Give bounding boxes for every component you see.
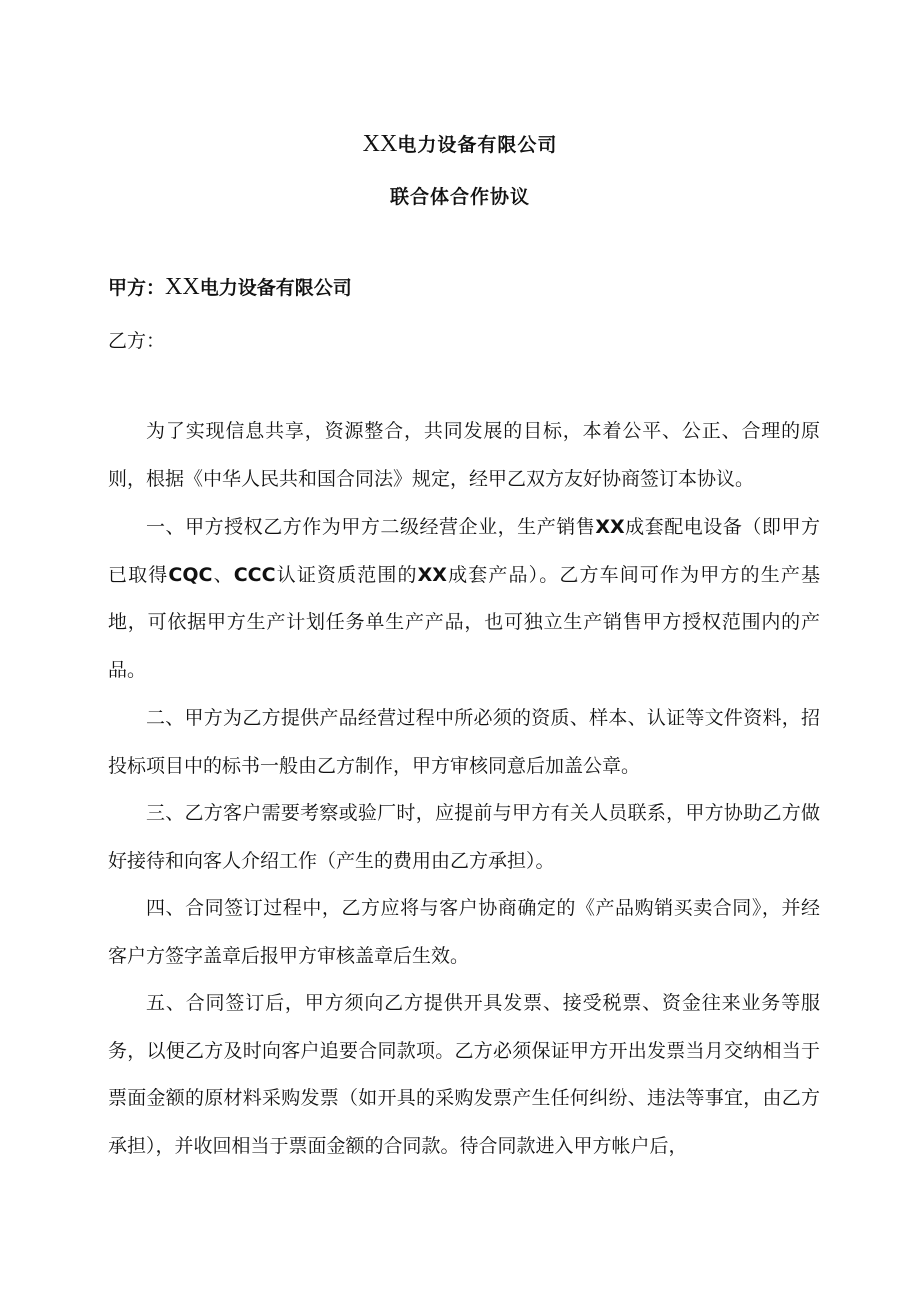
clause-4-paragraph: 四、合同签订过程中，乙方应将与客户协商确定的《产品购销买卖合同》，并经客户方签字盖章后报甲方审核盖章后生效。: [108, 897, 820, 967]
party-a-name: 电力设备有限公司: [199, 277, 352, 299]
document-title: [0, 130, 920, 158]
party-a-line: [108, 273, 352, 301]
party-b-line: [108, 326, 165, 353]
party-a-prefix: XX: [165, 274, 200, 300]
clause-1-bold-2: CQC: [168, 563, 213, 586]
clause-5-paragraph: 五、合同签订后，甲方须向乙方提供开具发票、接受税票、资金往来业务等服务，以便乙方及时向客户追要合同款项。乙方必须保证甲方开出发票当月交纳相当于票面金额的原材料采购发票（如开具的采购发票产生任何纠纷、违法等事宜，由乙方承担），并收回相当于票面金额的合同款。待合同款进入甲方帐户后，: [108, 992, 820, 1157]
clause-1-bold-1: XX: [595, 516, 625, 538]
clause-1-text-1: 一、甲方授权乙方作为甲方二级经营企业，生产销售: [146, 516, 596, 538]
document-subtitle: 联合体合作协议: [389, 186, 530, 208]
title-prefix: XX: [362, 131, 398, 157]
clause-2-paragraph: 二、甲方为乙方提供产品经营过程中所必须的资质、样本、认证等文件资料，招投标项目中的标书一般由乙方制作，甲方审核同意后加盖公章。: [108, 707, 820, 777]
intro-paragraph: 为了实现信息共享，资源整合，共同发展的目标，本着公平、公正、合理的原则，根据《中华人民共和国合同法》规定，经甲乙双方友好协商签订本协议。: [108, 420, 820, 490]
party-a-label: 甲方：: [108, 277, 166, 299]
clause-1-paragraph: [108, 504, 820, 694]
party-b-label: 乙方：: [108, 330, 166, 352]
clause-1-bold-4: XX: [417, 563, 447, 586]
clause-1-text-5: 成套产品）。乙方车间可作为甲方的生产基地，可依据甲方生产计划任务单生产产品，也可独立生产销售甲方授权范围内的产品。: [108, 563, 820, 681]
clause-3-paragraph: 三、乙方客户需要考察或验厂时，应提前与甲方有关人员联系，甲方协助乙方做好接待和向客人介绍工作（产生的费用由乙方承担）。: [108, 802, 820, 872]
clause-1-text-2: 成套配电设备（即甲方已取得: [108, 516, 820, 586]
clause-1-text-4: 认证资质范围的: [275, 563, 418, 586]
clause-1-bold-3: CCC: [233, 563, 276, 586]
clause-1-text-3: 、: [212, 563, 234, 586]
title-company: 电力设备有限公司: [397, 134, 558, 156]
